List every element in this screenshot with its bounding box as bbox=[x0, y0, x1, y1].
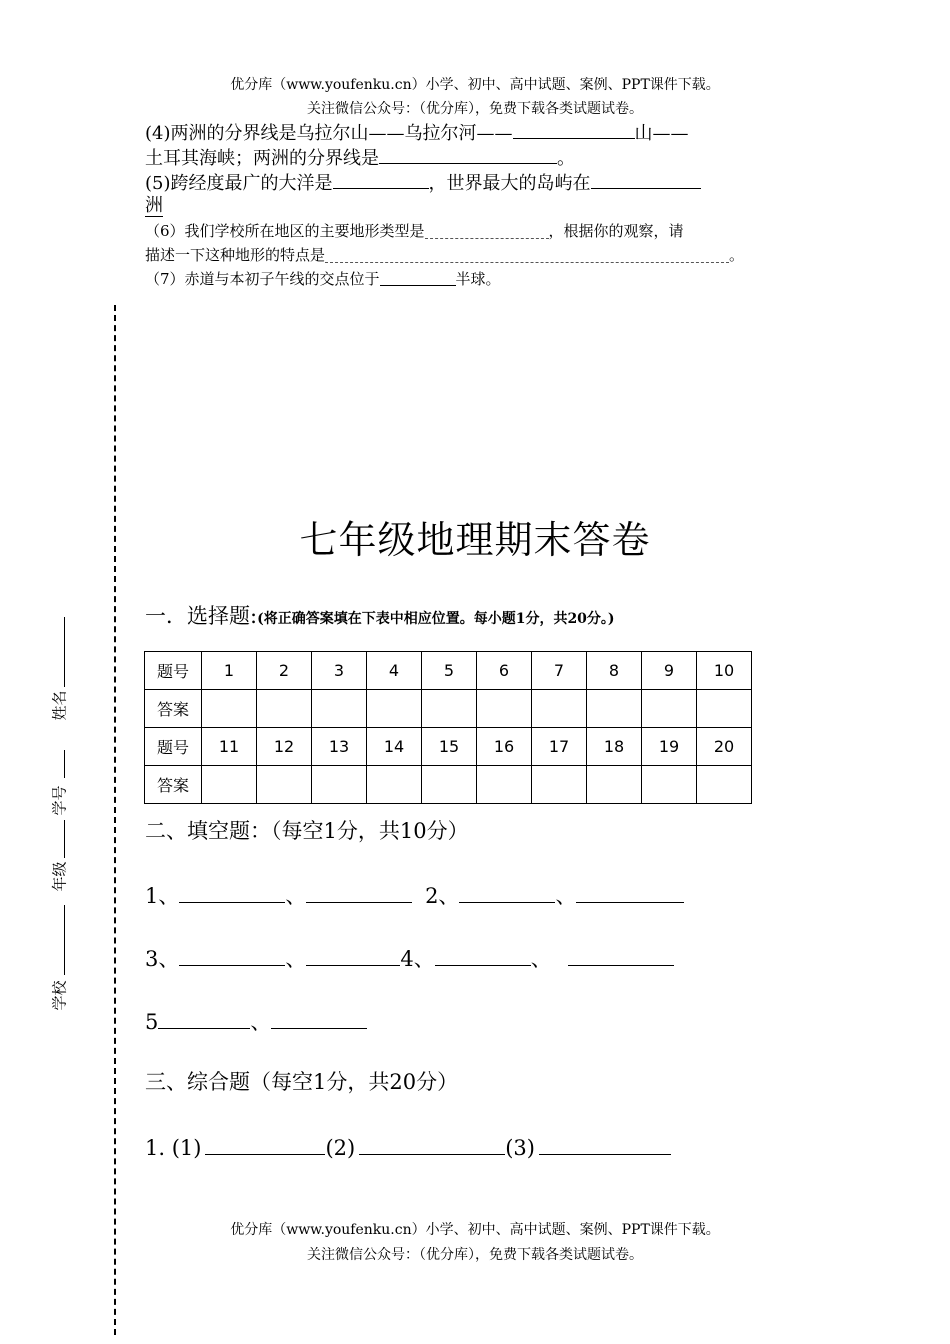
qno-5: 5 bbox=[422, 652, 477, 690]
fill-label-5: 5 bbox=[145, 1010, 159, 1034]
label-ans: 答案 bbox=[145, 690, 202, 728]
side-label-number: 学号 bbox=[50, 785, 69, 816]
table-row bbox=[145, 766, 752, 804]
side-label-school: 学校 bbox=[50, 980, 69, 1011]
label-ans: 答案 bbox=[145, 766, 202, 804]
qno-13: 13 bbox=[312, 728, 367, 766]
fill-blank[interactable] bbox=[435, 945, 531, 966]
answer-cell[interactable] bbox=[642, 690, 697, 728]
answer-cell[interactable] bbox=[312, 766, 367, 804]
answer-cell[interactable] bbox=[697, 690, 752, 728]
qno-7: 7 bbox=[532, 652, 587, 690]
q4-blank-2 bbox=[379, 145, 557, 164]
fill-blank[interactable] bbox=[306, 882, 412, 903]
fill-label-1: 1、 bbox=[145, 884, 180, 908]
qno-6: 6 bbox=[477, 652, 532, 690]
qno-19: 19 bbox=[642, 728, 697, 766]
qno-3: 3 bbox=[312, 652, 367, 690]
answer-cell[interactable] bbox=[257, 690, 312, 728]
qno-16: 16 bbox=[477, 728, 532, 766]
school-line bbox=[64, 905, 65, 975]
comp-label-2: (2) bbox=[325, 1136, 356, 1160]
qno-8: 8 bbox=[587, 652, 642, 690]
section-2-heading: 二、填空题：（每空1分，共10分） bbox=[145, 819, 469, 843]
answer-cell[interactable] bbox=[477, 766, 532, 804]
answer-cell[interactable] bbox=[367, 690, 422, 728]
qno-10: 10 bbox=[697, 652, 752, 690]
question-4 bbox=[145, 120, 800, 170]
table-row bbox=[145, 690, 752, 728]
answer-cell[interactable] bbox=[202, 690, 257, 728]
footer-line-1: 优分库（www.youfenku.cn）小学、初中、高中试题、案例、PPT课件下载。 bbox=[230, 1222, 720, 1238]
fill-line-3 bbox=[145, 1008, 367, 1035]
q4-text-c: 土耳其海峡；两洲的分界线是 bbox=[145, 148, 379, 169]
q4-text-b: 山—— bbox=[634, 123, 689, 144]
qno-2: 2 bbox=[257, 652, 312, 690]
q7-text-b: 半球。 bbox=[455, 270, 501, 288]
qno-9: 9 bbox=[642, 652, 697, 690]
fill-blank[interactable] bbox=[576, 882, 684, 903]
fill-blank[interactable] bbox=[179, 882, 285, 903]
comp-blank[interactable] bbox=[539, 1134, 671, 1155]
answer-cell[interactable] bbox=[202, 766, 257, 804]
answer-cell[interactable] bbox=[642, 766, 697, 804]
fill-sep: 、 bbox=[250, 1010, 272, 1034]
label-no: 题号 bbox=[145, 652, 202, 690]
answer-cell[interactable] bbox=[532, 766, 587, 804]
q5-text-c: 洲 bbox=[145, 195, 163, 216]
answer-cell[interactable] bbox=[367, 766, 422, 804]
q7-text-a: （7）赤道与本初子午线的交点位于 bbox=[145, 270, 380, 288]
q4-text-a: (4)两洲的分界线是乌拉尔山——乌拉尔河—— bbox=[145, 123, 513, 144]
fill-sep: 、 bbox=[555, 884, 577, 908]
qno-15: 15 bbox=[422, 728, 477, 766]
fill-sep: 、 bbox=[285, 884, 307, 908]
q5-text-a: (5)跨经度最广的大洋是 bbox=[145, 173, 333, 194]
qno-18: 18 bbox=[587, 728, 642, 766]
q5-blank-2 bbox=[591, 170, 701, 189]
q4-text-d: 。 bbox=[557, 148, 575, 169]
fill-line-1 bbox=[145, 882, 684, 909]
fill-blank[interactable] bbox=[306, 945, 400, 966]
side-label-grade: 年级 bbox=[50, 861, 69, 892]
fill-blank[interactable] bbox=[568, 945, 674, 966]
answer-cell[interactable] bbox=[532, 690, 587, 728]
q6-blank-1 bbox=[425, 226, 549, 239]
q6-text-c: 描述一下这种地形的特点是 bbox=[145, 246, 326, 264]
q4-blank-1 bbox=[513, 120, 635, 139]
answer-cell[interactable] bbox=[257, 766, 312, 804]
question-6 bbox=[145, 219, 800, 267]
fill-blank[interactable] bbox=[459, 882, 555, 903]
qno-4: 4 bbox=[367, 652, 422, 690]
comp-blank[interactable] bbox=[359, 1134, 505, 1155]
grade-line bbox=[64, 820, 65, 858]
fill-sep: 、 bbox=[530, 947, 552, 971]
comp-line-1 bbox=[145, 1134, 671, 1161]
qno-14: 14 bbox=[367, 728, 422, 766]
qno-1: 1 bbox=[202, 652, 257, 690]
comp-blank[interactable] bbox=[205, 1134, 325, 1155]
q6-blank-2 bbox=[325, 250, 729, 263]
side-label-name: 姓名 bbox=[50, 690, 69, 721]
answer-cell[interactable] bbox=[422, 766, 477, 804]
q6-text-a: （6）我们学校所在地区的主要地形类型是 bbox=[145, 222, 425, 240]
table-row bbox=[145, 728, 752, 766]
name-line bbox=[64, 617, 65, 687]
fill-label-2: 2、 bbox=[425, 884, 460, 908]
answer-cell[interactable] bbox=[312, 690, 367, 728]
answer-cell[interactable] bbox=[477, 690, 532, 728]
qno-20: 20 bbox=[697, 728, 752, 766]
q7-blank bbox=[380, 275, 456, 286]
fill-line-2 bbox=[145, 945, 674, 972]
question-5 bbox=[145, 170, 800, 217]
qno-17: 17 bbox=[532, 728, 587, 766]
label-no: 题号 bbox=[145, 728, 202, 766]
question-7 bbox=[145, 268, 800, 290]
section-3-heading: 三、综合题（每空1分，共20分） bbox=[145, 1070, 459, 1094]
comp-label-3: (3) bbox=[505, 1136, 535, 1160]
number-line bbox=[64, 750, 65, 778]
answer-cell[interactable] bbox=[587, 766, 642, 804]
section-1-title: 一．选择题: bbox=[145, 604, 258, 628]
fill-blank[interactable] bbox=[158, 1008, 250, 1029]
page-title: 七年级地理期末答卷 bbox=[299, 518, 651, 562]
qno-11: 11 bbox=[202, 728, 257, 766]
table-row bbox=[145, 652, 752, 690]
fill-sep: 、 bbox=[285, 947, 307, 971]
fill-label-3: 3、 bbox=[145, 947, 180, 971]
answer-cell[interactable] bbox=[422, 690, 477, 728]
answer-cell[interactable] bbox=[697, 766, 752, 804]
fill-blank[interactable] bbox=[179, 945, 285, 966]
section-1-note: (将正确答案填在下表中相应位置。每小题1分，共20分。) bbox=[257, 611, 615, 627]
fill-label-4: 4、 bbox=[400, 947, 435, 971]
header-line-2: 关注微信公众号：（优分库），免费下载各类试题试卷。 bbox=[307, 101, 643, 117]
answer-table bbox=[144, 651, 752, 804]
fill-blank[interactable] bbox=[271, 1008, 367, 1029]
section-1-heading bbox=[145, 602, 615, 633]
comp-label-1: 1. (1) bbox=[145, 1136, 202, 1160]
answer-cell[interactable] bbox=[587, 690, 642, 728]
footer-line-2: 关注微信公众号：（优分库），免费下载各类试题试卷。 bbox=[307, 1247, 643, 1263]
header-line-1: 优分库（www.youfenku.cn）小学、初中、高中试题、案例、PPT课件下载。 bbox=[230, 77, 720, 93]
q6-text-d: 。 bbox=[729, 246, 745, 264]
q5-blank-1 bbox=[333, 170, 429, 189]
q6-text-b: ，根据你的观察，请 bbox=[548, 222, 684, 240]
qno-12: 12 bbox=[257, 728, 312, 766]
q5-text-b: ，世界最大的岛屿在 bbox=[428, 173, 591, 194]
cut-line bbox=[114, 305, 116, 1335]
